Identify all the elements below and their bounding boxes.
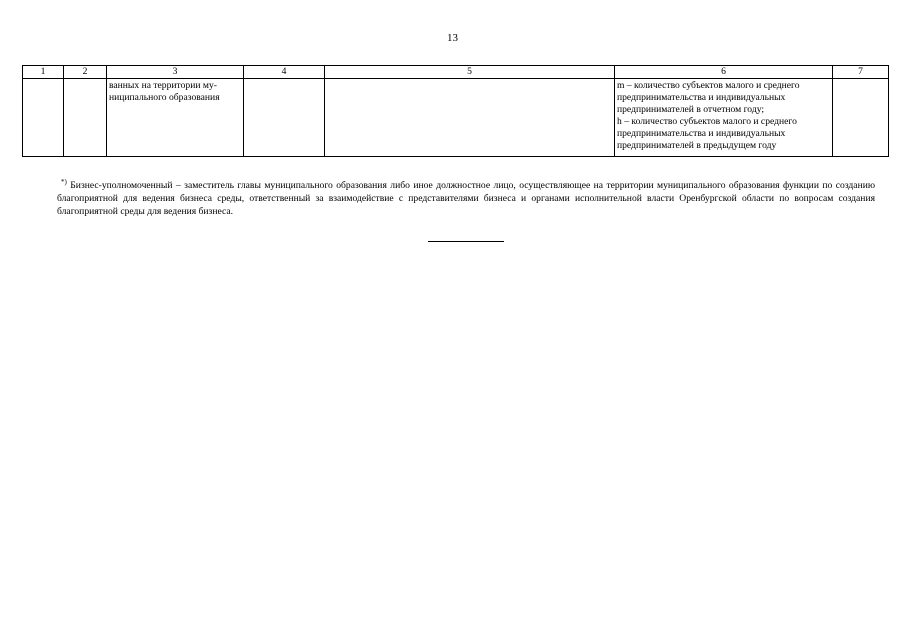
footnote <box>57 179 875 218</box>
cell-text-line: предпринимателей в отчетном году; <box>617 104 765 115</box>
cell-text-line: ниципального образования <box>109 92 220 103</box>
column-number-row <box>23 66 889 79</box>
column-header-4: 4 <box>244 66 325 79</box>
column-header-3: 3 <box>107 66 244 79</box>
cell-text-line: предпринимателей в предыдущем году <box>617 140 777 151</box>
cell-col-1 <box>23 79 64 157</box>
footnote-marker: *) <box>61 178 67 186</box>
cell-col-7 <box>833 79 889 157</box>
criteria-table <box>22 65 889 157</box>
cell-col-4 <box>244 79 325 157</box>
page-number: 13 <box>447 32 458 44</box>
cell-col-5 <box>325 79 615 157</box>
cell-col-6 <box>615 79 833 157</box>
cell-col-3 <box>107 79 244 157</box>
column-header-5: 5 <box>325 66 615 79</box>
cell-text-line: h – количество субъектов малого и среднего <box>617 116 797 127</box>
cell-text-line: предпринимательства и индивидуальных <box>617 128 786 139</box>
cell-col-2 <box>64 79 107 157</box>
cell-text-line: ванных на территории му- <box>109 80 217 91</box>
column-header-1: 1 <box>23 66 64 79</box>
cell-text-line: предпринимательства и индивидуальных <box>617 92 786 103</box>
table-row <box>23 79 889 157</box>
cell-text-line: m – количество субъектов малого и среднего <box>617 80 800 91</box>
end-separator-line <box>428 241 504 242</box>
footnote-text: Бизнес-уполномоченный – заместитель главы муниципального образования либо иное должностное лицо, осуществляющее на территории муниципального образования функции по созданию благоприятной для ведения бизнеса среды, ответственный за взаимодействие с представителями бизнеса и органами исполнительной власти Оренбургской области по вопросам создания благоприятной среды для ведения бизнеса. <box>57 180 876 217</box>
column-header-2: 2 <box>64 66 107 79</box>
column-header-6: 6 <box>615 66 833 79</box>
column-header-7: 7 <box>833 66 889 79</box>
